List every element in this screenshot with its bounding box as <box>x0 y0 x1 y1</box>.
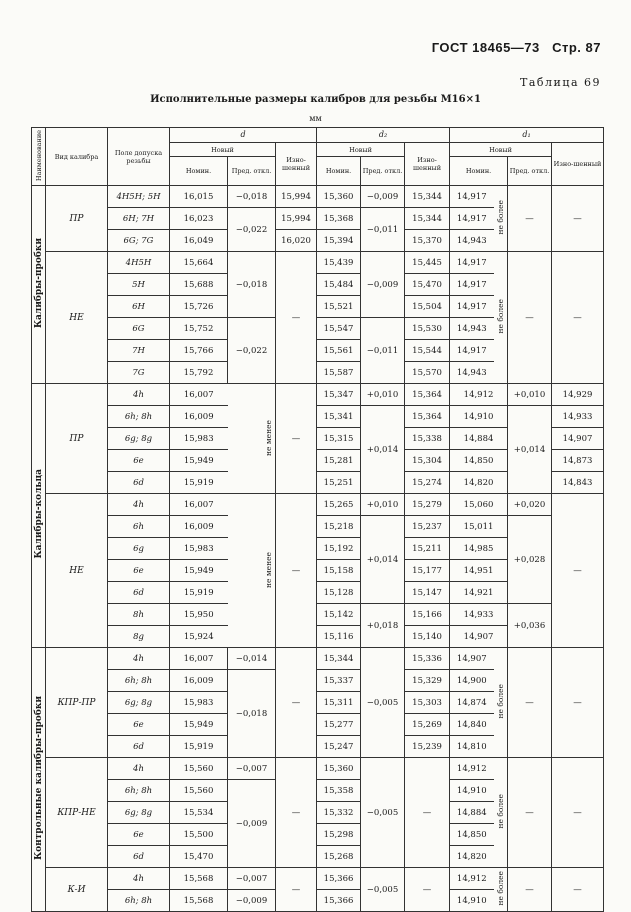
table-cell: 4h <box>108 648 170 670</box>
col-d-izn: Изно-шенный <box>276 143 317 186</box>
table-cell: 14,917 <box>450 186 494 208</box>
table-cell: 15,344 <box>405 208 450 230</box>
table-cell: 16,015 <box>170 186 228 208</box>
table-cell: +0,020 <box>508 494 552 516</box>
table-cell: 15,983 <box>170 692 228 714</box>
table-cell: 15,265 <box>317 494 361 516</box>
table-cell: 15,298 <box>317 824 361 846</box>
table-cell: 14,873 <box>552 450 604 472</box>
table-cell: 6h; 8h <box>108 890 170 912</box>
col-d2: d₂ <box>317 128 450 143</box>
table-cell: 15,347 <box>317 384 361 406</box>
ne-bolee-label <box>494 186 508 252</box>
ne-bolee-label <box>494 252 508 384</box>
table-cell: — <box>508 648 552 758</box>
table-cell: 14,917 <box>450 208 494 230</box>
table-cell: 14,933 <box>552 406 604 428</box>
table-cell: −0,011 <box>361 208 405 252</box>
table-cell: −0,009 <box>228 890 276 912</box>
table-cell: +0,010 <box>361 384 405 406</box>
table-cell: 6H <box>108 296 170 318</box>
table-cell: 16,007 <box>170 648 228 670</box>
col-pole: Поле допуска резьбы <box>108 128 170 186</box>
table-cell: 16,009 <box>170 516 228 538</box>
table-cell: 15,950 <box>170 604 228 626</box>
table-cell: 16,023 <box>170 208 228 230</box>
ne-menee-label <box>228 384 276 494</box>
kal-pr: ПР <box>46 384 108 494</box>
table-cell: 15,269 <box>405 714 450 736</box>
table-cell: +0,010 <box>508 384 552 406</box>
table-cell: 14,929 <box>552 384 604 406</box>
col-d-pred: Пред. откл. <box>228 157 276 186</box>
table-cell: 6g; 8g <box>108 692 170 714</box>
group-probki <box>32 186 46 384</box>
table-title: Исполнительные размеры калибров для резьбы М16×1 <box>150 94 481 105</box>
table-cell: — <box>552 186 604 252</box>
ne-menee-label <box>228 494 276 648</box>
table-cell: −0,005 <box>361 868 405 912</box>
kal-pr: ПР <box>46 186 108 252</box>
table-cell: 15,060 <box>450 494 508 516</box>
kal-kpr-ne: КПР-НЕ <box>46 758 108 868</box>
group-koltsa <box>32 384 46 648</box>
table-row <box>32 758 604 780</box>
table-cell: — <box>276 494 317 648</box>
table-cell: 15,688 <box>170 274 228 296</box>
col-d2-pred: Пред. откл. <box>361 157 405 186</box>
table-cell: +0,036 <box>508 604 552 648</box>
table-cell: 14,820 <box>450 846 494 868</box>
table-cell: 15,919 <box>170 736 228 758</box>
table-cell: Калибры-пробки <box>33 237 44 329</box>
table-cell: 14,912 <box>450 868 494 890</box>
table-cell: 14,943 <box>450 230 494 252</box>
table-cell: не более <box>495 299 505 334</box>
table-cell: 14,910 <box>450 406 508 428</box>
table-cell: +0,014 <box>361 406 405 494</box>
table-cell: 15,521 <box>317 296 361 318</box>
table-cell: +0,014 <box>361 516 405 604</box>
table-cell: 15,336 <box>405 648 450 670</box>
table-cell: 15,166 <box>405 604 450 626</box>
table-row <box>32 406 604 428</box>
table-cell: 15,726 <box>170 296 228 318</box>
table-cell: −0,009 <box>228 780 276 868</box>
table-cell: 15,983 <box>170 538 228 560</box>
table-cell: 4h <box>108 384 170 406</box>
table-cell: 14,917 <box>450 340 494 362</box>
col-d-novyi: Новый <box>170 143 276 157</box>
table-cell: 16,007 <box>170 494 228 516</box>
table-cell: — <box>508 758 552 868</box>
table-cell: 15,142 <box>317 604 361 626</box>
table-cell: — <box>552 648 604 758</box>
table-cell: 14,907 <box>552 428 604 450</box>
table-cell: 15,344 <box>405 186 450 208</box>
table-cell: 15,919 <box>170 472 228 494</box>
table-cell: 15,358 <box>317 780 361 802</box>
table-cell: −0,007 <box>228 868 276 890</box>
table-cell: +0,014 <box>508 406 552 494</box>
table-cell: 14,951 <box>450 560 508 582</box>
table-cell: — <box>276 384 317 494</box>
table-cell: 14,900 <box>450 670 494 692</box>
table-cell: 16,049 <box>170 230 228 252</box>
table-cell: 6d <box>108 736 170 758</box>
kal-ne: НЕ <box>46 252 108 384</box>
table-cell: — <box>508 252 552 384</box>
table-cell: 16,007 <box>170 384 228 406</box>
table-cell: 15,470 <box>170 846 228 868</box>
table-cell: 15,147 <box>405 582 450 604</box>
table-cell: 7G <box>108 362 170 384</box>
table-cell: 15,500 <box>170 824 228 846</box>
table-cell: 15,251 <box>317 472 361 494</box>
table-cell: 14,910 <box>450 890 494 912</box>
table-cell: 15,534 <box>170 802 228 824</box>
table-cell: 14,917 <box>450 296 494 318</box>
calibre-dimensions-table <box>31 127 604 912</box>
table-cell: 7H <box>108 340 170 362</box>
table-row <box>32 384 604 406</box>
table-cell: 14,810 <box>450 736 494 758</box>
table-cell: — <box>276 252 317 384</box>
table-cell: 6G <box>108 318 170 340</box>
col-d-nomin: Номин. <box>170 157 228 186</box>
table-cell: 15,568 <box>170 890 228 912</box>
table-cell: −0,018 <box>228 670 276 758</box>
col-d2-izn: Изно-шенный <box>405 143 450 186</box>
table-cell: 15,439 <box>317 252 361 274</box>
table-cell: 15,547 <box>317 318 361 340</box>
page-number: Стр. 87 <box>552 40 601 55</box>
table-cell: 8g <box>108 626 170 648</box>
table-cell: 15,368 <box>317 208 361 230</box>
table-cell: 16,020 <box>276 230 317 252</box>
table-cell: 15,344 <box>317 648 361 670</box>
table-row <box>32 868 604 890</box>
col-d1-novyi: Новый <box>450 143 552 157</box>
table-cell: 15,530 <box>405 318 450 340</box>
table-cell: 15,332 <box>317 802 361 824</box>
col-d: d <box>170 128 317 143</box>
table-cell: 6h <box>108 516 170 538</box>
table-cell: −0,018 <box>228 186 276 208</box>
table-cell: 6g; 8g <box>108 802 170 824</box>
table-cell: 14,874 <box>450 692 494 714</box>
table-cell: 14,840 <box>450 714 494 736</box>
table-cell: 15,341 <box>317 406 361 428</box>
table-cell: 15,766 <box>170 340 228 362</box>
table-cell: 6h; 8h <box>108 780 170 802</box>
table-cell: 14,985 <box>450 538 508 560</box>
table-cell: 15,338 <box>405 428 450 450</box>
ne-bolee-label <box>494 758 508 868</box>
table-cell: 14,907 <box>450 626 508 648</box>
table-cell: 6h; 8h <box>108 406 170 428</box>
table-cell: 15,304 <box>405 450 450 472</box>
col-d1: d₁ <box>450 128 604 143</box>
table-cell: не менее <box>264 551 273 588</box>
table-unit: мм <box>309 114 322 123</box>
table-cell: 14,917 <box>450 252 494 274</box>
table-cell: 15,128 <box>317 582 361 604</box>
table-cell: 6e <box>108 824 170 846</box>
table-cell: 15,247 <box>317 736 361 758</box>
table-cell: — <box>508 868 552 912</box>
table-cell: 14,820 <box>450 472 508 494</box>
table-cell: 15,949 <box>170 714 228 736</box>
table-cell: не более <box>495 871 505 906</box>
col-d1-nomin: Номин. <box>450 157 508 186</box>
table-cell: 15,544 <box>405 340 450 362</box>
table-cell: 14,907 <box>450 648 494 670</box>
col-naim <box>32 128 46 186</box>
table-cell: 15,116 <box>317 626 361 648</box>
table-cell: 6g <box>108 538 170 560</box>
table-cell: 4H5H; 5H <box>108 186 170 208</box>
table-cell: 5H <box>108 274 170 296</box>
table-cell: 15,504 <box>405 296 450 318</box>
table-cell: 6e <box>108 714 170 736</box>
table-cell: 15,274 <box>405 472 450 494</box>
table-cell: не менее <box>264 419 273 456</box>
table-cell: 15,924 <box>170 626 228 648</box>
table-cell: 14,912 <box>450 384 508 406</box>
table-cell: 15,983 <box>170 428 228 450</box>
table-cell: 15,919 <box>170 582 228 604</box>
table-cell: 4h <box>108 494 170 516</box>
table-cell: 15,281 <box>317 450 361 472</box>
table-cell: 15,279 <box>405 494 450 516</box>
table-cell: 15,311 <box>317 692 361 714</box>
table-cell: 15,994 <box>276 208 317 230</box>
table-cell: 15,445 <box>405 252 450 274</box>
table-cell: Калибры-кольца <box>33 469 44 559</box>
table-cell: 15,364 <box>405 406 450 428</box>
table-cell: 15,664 <box>170 252 228 274</box>
table-cell: Наименование <box>34 129 43 182</box>
table-cell: 6d <box>108 472 170 494</box>
kal-kpr-pr: КПР-ПР <box>46 648 108 758</box>
table-cell: 14,912 <box>450 758 494 780</box>
table-cell: 15,561 <box>317 340 361 362</box>
table-cell: — <box>276 648 317 758</box>
standard-number: ГОСТ 18465—73 <box>431 40 540 55</box>
table-cell: −0,007 <box>228 758 276 780</box>
table-cell: 15,140 <box>405 626 450 648</box>
table-cell: 6g; 8g <box>108 428 170 450</box>
table-cell: −0,009 <box>361 186 405 208</box>
table-cell: 15,470 <box>405 274 450 296</box>
table-cell: — <box>405 758 450 868</box>
ne-bolee-label <box>494 648 508 758</box>
table-cell: 15,994 <box>276 186 317 208</box>
col-d1-pred: Пред. откл. <box>508 157 552 186</box>
table-cell: 14,884 <box>450 428 508 450</box>
table-cell: 6d <box>108 582 170 604</box>
table-cell: 15,587 <box>317 362 361 384</box>
table-cell: 15,237 <box>405 516 450 538</box>
table-cell: −0,022 <box>228 208 276 252</box>
table-cell: 14,850 <box>450 450 508 472</box>
table-cell: — <box>552 758 604 868</box>
table-cell: 14,917 <box>450 274 494 296</box>
col-vid: Вид калибра <box>46 128 108 186</box>
table-cell: — <box>552 868 604 912</box>
table-cell: +0,018 <box>361 604 405 648</box>
table-cell: 8h <box>108 604 170 626</box>
table-row <box>32 604 604 626</box>
table-cell: — <box>552 494 604 648</box>
table-row <box>32 648 604 670</box>
table-cell: +0,010 <box>361 494 405 516</box>
table-cell: 14,943 <box>450 362 494 384</box>
table-cell: 15,370 <box>405 230 450 252</box>
table-cell: −0,018 <box>228 252 276 318</box>
table-cell: 14,933 <box>450 604 508 626</box>
table-cell: −0,005 <box>361 758 405 868</box>
table-cell: — <box>552 252 604 384</box>
table-cell: 15,329 <box>405 670 450 692</box>
table-cell: 15,011 <box>450 516 508 538</box>
kal-ne: НЕ <box>46 494 108 648</box>
table-cell: не более <box>495 200 505 235</box>
table-cell: 15,303 <box>405 692 450 714</box>
table-cell: 14,910 <box>450 780 494 802</box>
table-cell: 15,277 <box>317 714 361 736</box>
table-cell: 15,158 <box>317 560 361 582</box>
table-cell: 15,366 <box>317 868 361 890</box>
table-cell: −0,022 <box>228 318 276 384</box>
table-cell: 15,949 <box>170 450 228 472</box>
table-cell: 14,921 <box>450 582 508 604</box>
table-cell: 15,218 <box>317 516 361 538</box>
table-cell: 4h <box>108 868 170 890</box>
table-cell: 15,315 <box>317 428 361 450</box>
table-cell: 15,394 <box>317 230 361 252</box>
table-cell: 15,177 <box>405 560 450 582</box>
table-cell: 15,192 <box>317 538 361 560</box>
table-cell: 14,943 <box>450 318 494 340</box>
kal-k-i: К-И <box>46 868 108 912</box>
page-header <box>432 40 601 55</box>
table-cell: Контрольные калибры-пробки <box>33 695 44 861</box>
table-cell: 15,239 <box>405 736 450 758</box>
table-cell: 15,211 <box>405 538 450 560</box>
table-cell: −0,014 <box>228 648 276 670</box>
table-number: Таблица 69 <box>520 76 601 89</box>
table-cell: 14,843 <box>552 472 604 494</box>
col-d1-izn: Изно-шенный <box>552 143 604 186</box>
table-cell: 4h <box>108 758 170 780</box>
table-cell: 15,570 <box>405 362 450 384</box>
table-cell: — <box>276 758 317 868</box>
table-cell: 4H5H <box>108 252 170 274</box>
table-cell: −0,011 <box>361 318 405 384</box>
table-cell: 15,949 <box>170 560 228 582</box>
table-cell: 6G; 7G <box>108 230 170 252</box>
table-cell: 14,850 <box>450 824 494 846</box>
table-cell: 6h; 8h <box>108 670 170 692</box>
table-cell: 16,009 <box>170 406 228 428</box>
table-row <box>32 494 604 516</box>
col-d2-nomin: Номин. <box>317 157 361 186</box>
table-cell: — <box>276 868 317 912</box>
table-cell: 15,560 <box>170 780 228 802</box>
table-cell: 15,337 <box>317 670 361 692</box>
table-cell: +0,028 <box>508 516 552 604</box>
table-cell: 15,792 <box>170 362 228 384</box>
table-cell: не более <box>495 794 505 829</box>
table-row <box>32 252 604 274</box>
table-cell: 6e <box>108 560 170 582</box>
table-row <box>32 516 604 538</box>
table-cell: — <box>508 186 552 252</box>
table-cell: 15,752 <box>170 318 228 340</box>
group-kontrol <box>32 648 46 912</box>
table-cell: 6H; 7H <box>108 208 170 230</box>
table-cell: 15,484 <box>317 274 361 296</box>
table-cell: — <box>405 868 450 912</box>
table-row <box>32 186 604 208</box>
table-cell: 15,568 <box>170 868 228 890</box>
table-cell: 15,268 <box>317 846 361 868</box>
ne-bolee-label <box>494 868 508 912</box>
table-cell: не более <box>495 684 505 719</box>
table-cell: 6d <box>108 846 170 868</box>
table-cell: 15,360 <box>317 186 361 208</box>
col-d2-novyi: Новый <box>317 143 405 157</box>
table-cell: 6e <box>108 450 170 472</box>
table-cell: 14,884 <box>450 802 494 824</box>
table-cell: 15,560 <box>170 758 228 780</box>
table-cell: −0,005 <box>361 648 405 758</box>
table-cell: 15,364 <box>405 384 450 406</box>
table-cell: −0,009 <box>361 252 405 318</box>
table-cell: 15,360 <box>317 758 361 780</box>
table-cell: 16,009 <box>170 670 228 692</box>
table-cell: 15,366 <box>317 890 361 912</box>
